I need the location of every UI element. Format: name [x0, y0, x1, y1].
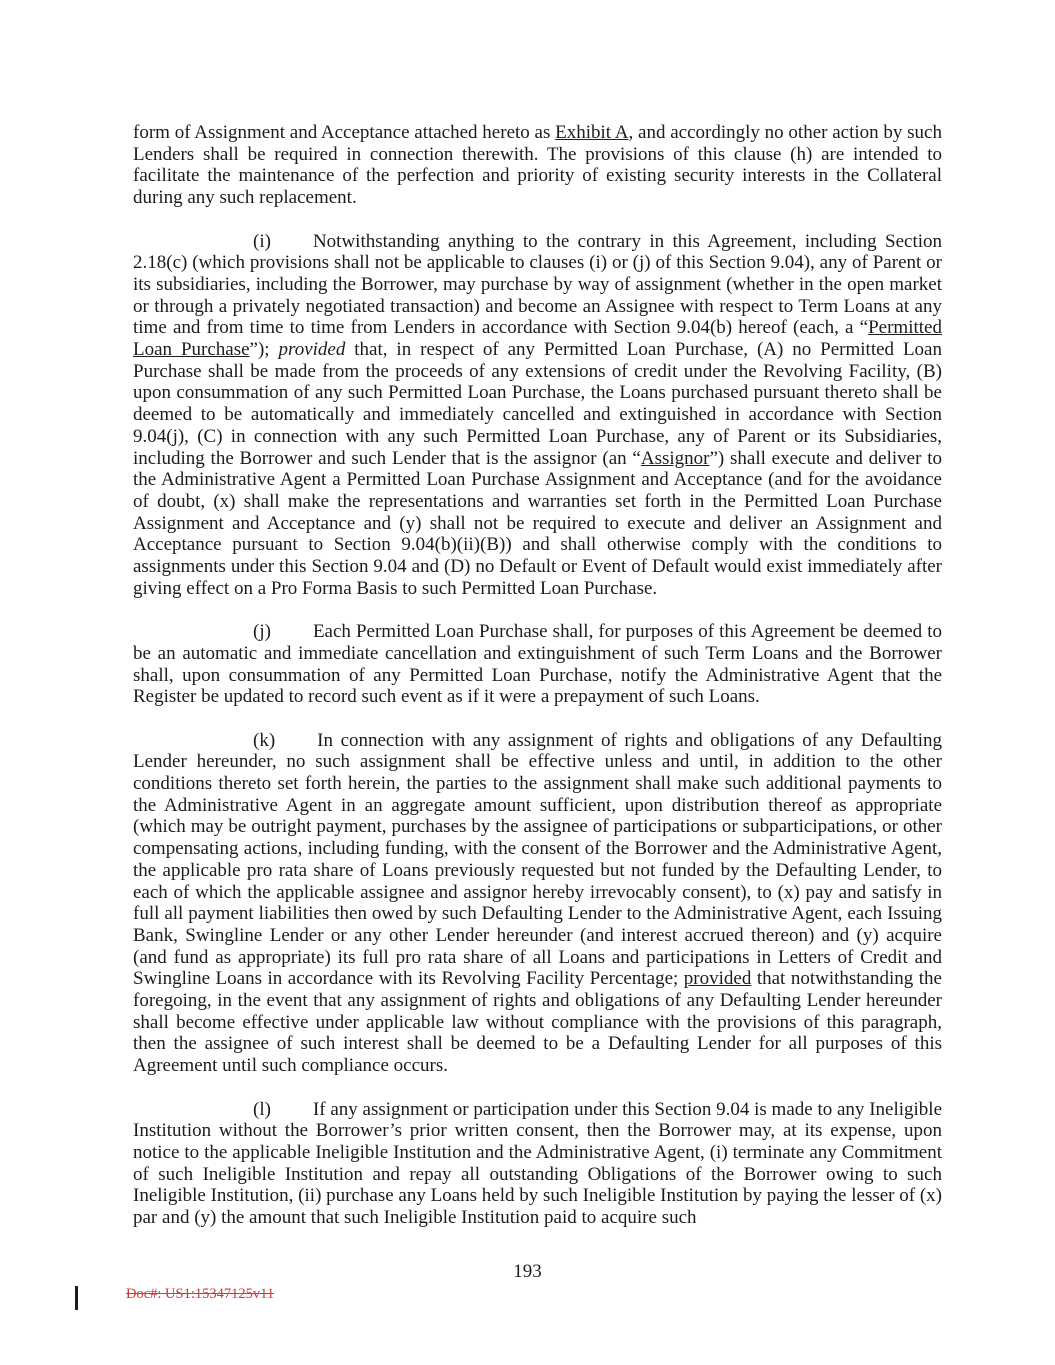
paragraph-marker: (l) [253, 1098, 271, 1120]
text-run: ”) shall execute and deliver to the Administrative Agent a Permitted Loan Purchase Assignment and Acceptance (and for the avoidance of doubt, (x) shall make the representations and warranties set forth in the Permitted Loan Purchase Assignment and Acceptance and (y) shall not be required to execute and deliver an Assignment and Acceptance pursuant to Section 9.04(b)(ii)(B)) and shall otherwise comply with the conditions to assignments under this Section 9.04 and (D) no Default or Event of Default would exist immediately after giving effect on a Pro Forma Basis to such Permitted Loan Purchase. [133, 447, 942, 599]
underlined-term: Exhibit A [555, 122, 629, 143]
clause-k [133, 730, 942, 1077]
underlined-term: Assignor [640, 447, 710, 469]
change-bar [75, 1286, 78, 1310]
clause-h-continuation [133, 122, 942, 209]
clause-j [133, 621, 942, 708]
text-run: ”); [249, 339, 279, 361]
paragraph-marker: (k) [253, 729, 276, 751]
text-run: that, in respect of any Permitted Loan Purchase, (A) no Permitted Loan Purchase shall be made from the proceeds of any extensions of credit under the Revolving Facility, (B) upon consummation of any such Permitted Loan Purchase, the Loans purchased pursuant thereto shall be deemed to be automatically and immediately cancelled and extinguished in accordance with Section 9.04(j), (C) in connection with any such Permitted Loan Purchase, any of Parent or its Subsidiaries, including the Borrower and such Lender that is the assignor (an “ [133, 339, 942, 469]
text-run: If any assignment or participation under this Section 9.04 is made to any Ineligible Institution without the Borrower’s prior written consent, then the Borrower may, at its expense, upon notice to the applicable Ineligible Institution and the Administrative Agent, (i) terminate any Commitment of such Ineligible Institution and repay all outstanding Obligations of the Borrower owing to such Ineligible Institution, (ii) purchase any Loans held by such Ineligible Institution by paying the lesser of (x) par and (y) the amount that such Ineligible Institution paid to acquire such [133, 1098, 942, 1229]
text-run: form of Assignment and Acceptance attached hereto as [133, 122, 556, 143]
clause-i [133, 231, 942, 600]
clause-l [133, 1099, 942, 1229]
underlined-term: provided [683, 968, 752, 990]
text-run: Notwithstanding anything to the contrary in this Agreement, including Section 2.18(c) (which provisions shall not be applicable to clauses (i) or (j) of this Section 9.04), any of Parent or its subsidiaries, including the Borrower, may purchase by way of assignment (whether in the open market or through a privately negotiated transaction) and become an Assignee with respect to Term Loans at any time and from time to time from Lenders in accordance with Section 9.04(b) hereof (each, a “ [133, 230, 942, 339]
italic-term: provided [278, 339, 346, 361]
text-run: In connection with any assignment of rights and obligations of any Defaulting Lender hereunder, no such assignment shall be effective unless and until, in addition to the other conditions thereto set forth herein, the parties to the assignment shall make such additional payments to the Administrative Agent in an aggregate amount sufficient, upon distribution thereof as appropriate (which may be outright payment, purchases by the assignee of participations or subparticipations, or other compensating actions, including funding, with the consent of the Borrower and the Administrative Agent, the applicable pro rata share of Loans previously requested but not funded by the Defaulting Lender, to each of which the applicable assignee and assignor hereby irrevocably consent), to (x) pay and satisfy in full all payment liabilities then owed by such Defaulting Lender to the Administrative Agent, each Issuing Bank, Swingline Lender or any other Lender hereunder (and interest accrued thereon) and (y) acquire (and fund as appropriate) its full pro rata share of all Loans and participations in Letters of Credit and Swingline Loans in accordance with its Revolving Facility Percentage; [133, 729, 942, 990]
paragraph-marker: (i) [253, 230, 271, 252]
page-number: 193 [513, 1261, 542, 1282]
text-run: that notwithstanding the foregoing, in the event that any assignment of rights and obligations of any Defaulting Lender hereunder shall become effective under applicable law without compliance with the provisions of this paragraph, then the assignee of such interest shall be deemed to be a Defaulting Lender for all purposes of this Agreement until such compliance occurs. [133, 968, 942, 1077]
text-run: Each Permitted Loan Purchase shall, for purposes of this Agreement be deemed to be an automatic and immediate cancellation and extinguishment of such Term Loans and the Borrower shall, upon consummation of any Permitted Loan Purchase, notify the Administrative Agent that the Register be updated to record such event as if it were a prepayment of such Loans. [133, 621, 942, 708]
document-body [133, 122, 942, 1250]
doc-ref: Doc#: US1:15347125v11 [126, 1286, 275, 1302]
text-run: , and accordingly no other action by such Lenders shall be required in connection therewith. The provisions of this clause (h) are intended to facilitate the maintenance of the perfection and priority of existing security interests in the Collateral during any such replacement. [133, 122, 942, 209]
paragraph-marker: (j) [253, 621, 271, 643]
underlined-term: Permitted Loan Purchase [133, 317, 942, 361]
